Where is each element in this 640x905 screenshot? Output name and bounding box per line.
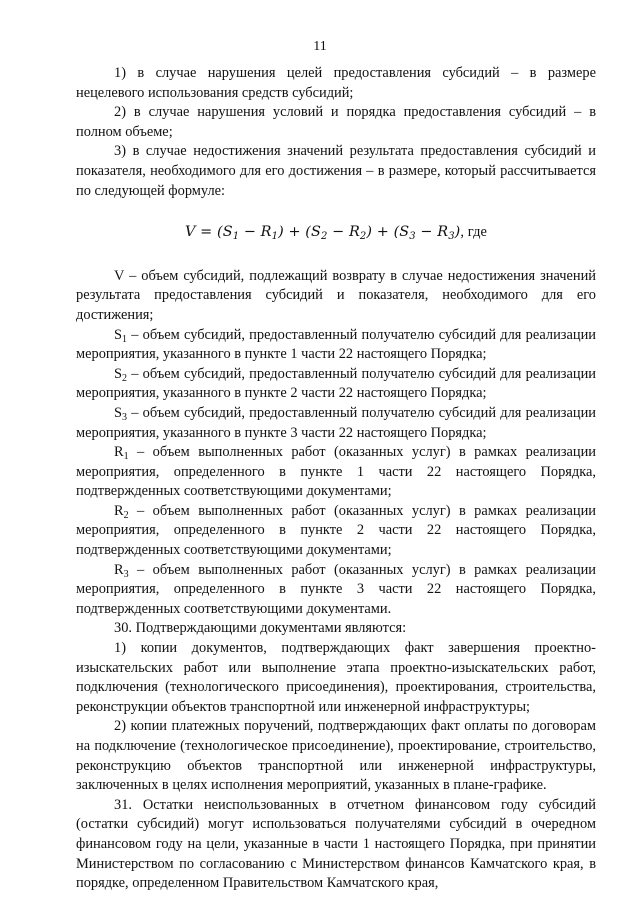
definition-s2: $S_2$ – объем субсидий, предоставленный получателю субсидий для реализации мероприятия, указанного в пункте 2 части 22 настоящего Порядка; xyxy=(76,365,596,402)
definition-r2: $R_2$ – объем выполненных работ (оказанных услуг) в рамках реализации мероприятия, определенного в пункте 2 части 22 настоящего Порядка, подтвержденных соответствующими документами; xyxy=(76,502,596,559)
item-number: 2) xyxy=(114,104,126,121)
list-item xyxy=(76,717,596,795)
item-text: в случае недостижения значений результата предоставления субсидий и показателя, необходимого для его достижения – в размере, который рассчитывается по следующей формуле: xyxy=(76,143,596,199)
item-text: копии документов, подтверждающих факт завершения проектно-изыскательских работ или выполнение этапа проектно-изыскательских работ, подключения (технологического присоединения), проектирования, строительства, реконструкции объектов транспортной или инженерной инфраструктуры; xyxy=(76,640,596,715)
page-content xyxy=(76,64,596,894)
item-text: копии платежных поручений, подтверждающих факт оплаты по договорам на подключение (технологическое присоединение), проектирование, строительство, реконструкцию объектов транспортной или инженерной инфраструктуры, заключенных в целях исполнения мероприятий, указанных в плане-графике. xyxy=(76,718,596,794)
formula: $V = (S_1 - R_1) + (S_2 - R_2) + (S_3 - R_3)$, где xyxy=(185,224,487,243)
list-item xyxy=(76,142,596,201)
list-item xyxy=(76,639,596,717)
definition-s3: $S_3$ – объем субсидий, предоставленный получателю субсидий для реализации мероприятия, указанного в пункте 3 части 22 настоящего Порядка; xyxy=(76,404,596,441)
definition-r3: $R_3$ – объем выполненных работ (оказанных услуг) в рамках реализации мероприятия, определенного в пункте 3 части 22 настоящего Порядка, подтвержденных соответствующими документами. xyxy=(76,561,596,617)
item-text: в случае нарушения целей предоставления субсидий – в размере нецелевого использования средств субсидий; xyxy=(76,65,596,101)
item-number: 2) xyxy=(114,718,126,735)
list-item xyxy=(76,103,596,142)
definition-r1: $R_1$ – объем выполненных работ (оказанных услуг) в рамках реализации мероприятия, определенного в пункте 1 части 22 настоящего Порядка, подтвержденных соответствующими документами; xyxy=(76,444,596,500)
definition-v: V – объем субсидий, подлежащий возврату в случае недостижения значений результата предоставления субсидий и показателя, необходимого для его достижения; xyxy=(76,267,596,323)
section-30-heading: 30. Подтверждающими документами являются: xyxy=(114,620,407,637)
item-number: 1) xyxy=(114,640,126,657)
section-31-paragraph: 31. Остатки неиспользованных в отчетном финансовом году субсидий (остатки субсидий) могут использоваться получателями субсидий в очередном финансовом году на цели, указанные в части 1 настоящего Порядка, при принятии Министерством по согласованию с Министерством финансов Камчатского края, в порядке, определенном Правительством Камчатского края, xyxy=(76,796,596,892)
definition-s1: $S_1$ – объем субсидий, предоставленный получателю субсидий для реализации мероприятия, указанного в пункте 1 части 22 настоящего Порядка; xyxy=(76,326,596,363)
item-text: в случае нарушения условий и порядка предоставления субсидий – в полном объеме; xyxy=(76,104,596,140)
list-item xyxy=(76,64,596,103)
item-number: 3) xyxy=(114,143,126,160)
item-number: 1) xyxy=(114,65,126,81)
page-number: 11 xyxy=(313,39,327,54)
